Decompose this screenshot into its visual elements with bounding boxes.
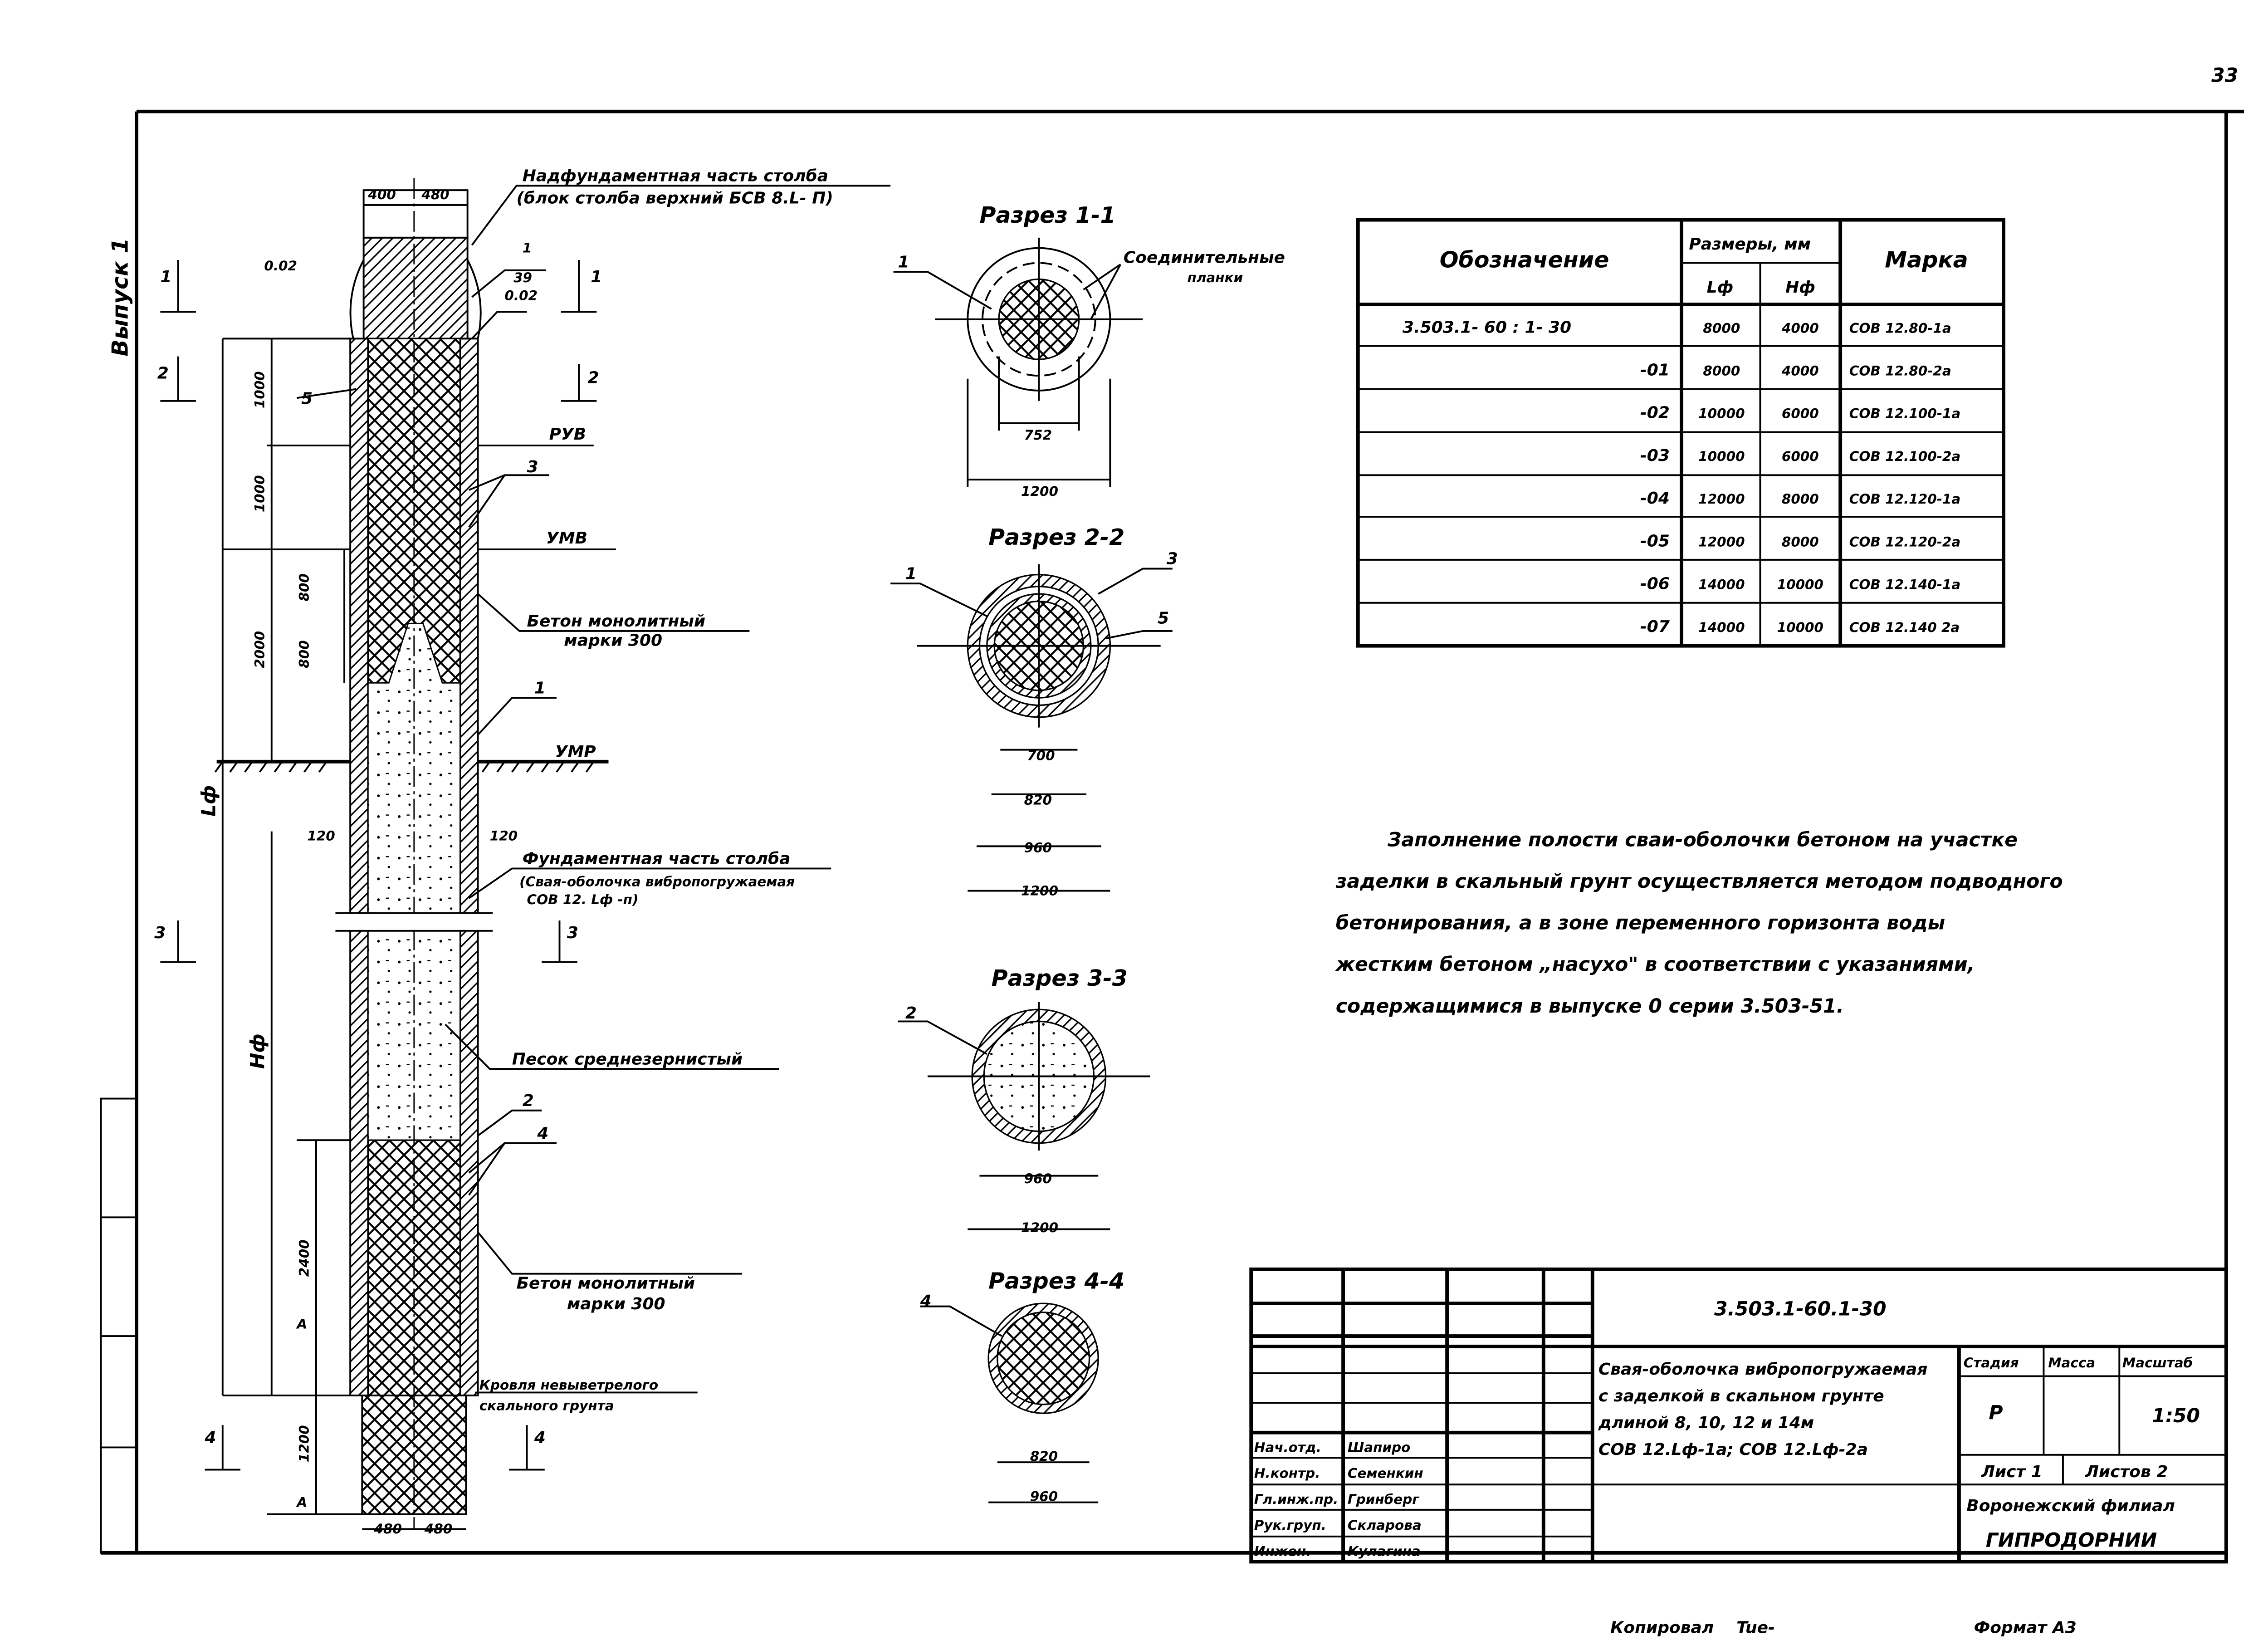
fraction-bottom: 39 [513,270,533,286]
org-institute: ГИПРОДОРНИИ [1985,1529,2157,1552]
section-2-dim-1200: 1200 [1021,883,1059,899]
cell-lf: 8000 [1703,363,1740,379]
person-role: Н.контр. [1254,1465,1320,1481]
callout-2: 2 [522,1091,534,1110]
section-3-dim-1200: 1200 [1021,1220,1059,1236]
section-2-title: Разрез 2-2 [988,524,1125,551]
top-part-label: Надфундаментная часть столба [522,166,828,186]
cell-lf: 14000 [1698,577,1745,592]
description-line: СОВ 12.Lф-1а; СОВ 12.Lф-2а [1598,1440,1868,1459]
table-row [1640,617,1960,636]
section-1-1 [894,238,1143,487]
callout-5: 5 [301,389,313,408]
sand-label: Песок среднезернистый [512,1050,743,1069]
section-2-callout-3: 3 [1166,549,1178,568]
section-3-title: Разрез 3-3 [991,964,1128,991]
table-row [1640,446,1960,465]
note-line: заделки в скальный грунт осуществляется методом подводного [1335,870,2063,893]
table-header-sizes: Размеры, мм [1689,235,1811,254]
table-row [1640,489,1960,508]
sheets-value: Листов 2 [2085,1462,2168,1481]
table-header-mark: Марка [1885,246,1968,273]
person-role: Нач.отд. [1254,1439,1321,1455]
level-umv: УМВ [546,529,588,548]
note-line: бетонирования, а в зоне переменного горизонта воды [1335,912,1945,935]
mass-header: Масса [2048,1355,2096,1371]
concrete-grade: марки 300 [564,631,663,650]
section-1-callout: 1 [898,253,909,272]
section-3-callout: 2 [905,1004,917,1023]
format-label: Формат А3 [1974,1618,2077,1637]
section-4-dim-960: 960 [1030,1488,1058,1504]
section-1-dim-752: 752 [1024,427,1052,443]
cell-hf: 6000 [1781,448,1819,464]
cell-hf: 10000 [1777,577,1824,592]
dim-800-a: 800 [296,573,312,602]
section-mark-3-left: 3 [154,924,166,943]
section-mark-4-right: 4 [534,1428,546,1447]
rock-label-1: Кровля невыветрелого [479,1377,659,1393]
table-header-designation: Обозначение [1439,246,1609,273]
concrete2-grade: марки 300 [567,1295,665,1314]
dim-2000: 2000 [252,631,268,668]
cell-designation: -04 [1640,489,1670,508]
person-role: Рук.груп. [1254,1518,1326,1533]
dim-hf: Hф [247,1033,269,1069]
cell-hf: 6000 [1781,406,1819,421]
section-mark-2-left: 2 [157,364,169,383]
sheet-value: Лист 1 [1981,1462,2043,1481]
scale-value: 1:50 [2152,1405,2200,1427]
section-mark-1-left: 1 [160,268,172,287]
concrete-label: Бетон монолитный [527,612,706,631]
cell-mark: СОВ 12.100-2а [1849,448,1961,464]
dim-1200: 1200 [296,1425,312,1463]
cell-lf: 12000 [1698,534,1745,550]
section-1-note2: планки [1187,270,1243,286]
wall-dim-right: 120 [489,828,518,844]
signature-row [1254,1492,1420,1507]
section-1-title: Разрез 1-1 [979,202,1116,229]
slope-left: 0.02 [264,258,298,274]
wall-dim-left: 120 [307,828,335,844]
cell-lf: 14000 [1698,619,1745,635]
section-4-dim-820: 820 [1030,1448,1058,1464]
cell-hf: 10000 [1777,619,1824,635]
copied-by-label: Копировал [1610,1618,1714,1637]
cell-lf: 8000 [1703,320,1740,336]
concrete2-label: Бетон монолитный [516,1274,695,1293]
foundation-sub2: СОВ 12. Lф -п) [527,891,639,907]
section-4-callout: 4 [920,1292,932,1311]
mark-a-top: А [297,1316,308,1332]
person-name: Шапиро [1347,1439,1411,1455]
callout-3: 3 [527,457,538,476]
table-row [1640,361,1951,380]
rock-label-2: скального грунта [479,1398,614,1414]
dim-bottom-right: 480 [424,1521,453,1537]
signature-row [1254,1518,1422,1533]
person-role: Гл.инж.пр. [1254,1491,1339,1507]
cell-hf: 8000 [1781,534,1819,550]
section-mark-2-right: 2 [587,368,599,387]
table-header-lf: Lф [1706,278,1734,297]
stage-header: Стадия [1963,1355,2019,1371]
description-line: с заделкой в скальном грунте [1598,1387,1884,1406]
cell-hf: 4000 [1781,320,1819,336]
section-mark-1-right: 1 [591,268,602,287]
cell-lf: 10000 [1698,406,1745,421]
foundation-label: Фундаментная часть столба [522,849,791,868]
section-2-dim-820: 820 [1024,792,1052,808]
cell-designation: -05 [1640,532,1670,551]
cell-lf: 12000 [1698,491,1745,507]
dim-2400: 2400 [296,1239,312,1277]
dim-top-left: 400 [368,186,396,202]
cell-mark: СОВ 12.140 2а [1849,619,1960,635]
table-row [1403,318,1951,337]
note-text [1335,829,2063,1017]
page-number: 33 [2211,64,2239,87]
mark-a-bottom: А [297,1494,308,1510]
fraction-top: 1 [522,240,532,256]
table-row [1640,404,1960,422]
cell-lf: 10000 [1698,448,1745,464]
note-line: жестким бетоном „насухо" в соответствии с указаниями, [1335,954,1975,976]
doc-number: 3.503.1-60.1-30 [1714,1298,1887,1321]
level-ruv: РУВ [549,425,587,444]
cell-mark: СОВ 12.100-1а [1849,406,1961,421]
dim-top-right: 480 [421,186,450,202]
cell-mark: СОВ 12.120-1а [1849,491,1961,507]
table-header-hf: Hф [1785,278,1815,297]
issue-label: Выпуск 1 [107,238,133,357]
signature-row [1254,1466,1423,1481]
slope-right: 0.02 [504,288,538,304]
cell-hf: 4000 [1781,363,1819,379]
dim-bottom-left: 480 [374,1521,402,1537]
section-3-dim-960: 960 [1024,1171,1052,1187]
person-name: Скларова [1347,1518,1422,1533]
dim-800-b: 800 [296,640,312,668]
cell-mark: СОВ 12.80-2а [1849,363,1951,379]
dim-1000-a: 1000 [252,371,268,409]
table-row [1640,575,1960,593]
description-line: длиной 8, 10, 12 и 14м [1598,1413,1814,1432]
section-2-callout-1: 1 [905,564,917,583]
signature-row [1254,1439,1411,1455]
dim-1000-b: 1000 [252,475,268,513]
person-name: Семенкин [1347,1465,1423,1481]
person-name: Гринберг [1347,1491,1419,1507]
description-line: Свая-оболочка вибропогружаемая [1598,1360,1928,1379]
cell-hf: 8000 [1781,491,1819,507]
section-4-title: Разрез 4-4 [988,1268,1125,1294]
section-2-dim-700: 700 [1027,748,1055,764]
section-1-dim-1200: 1200 [1021,484,1059,499]
cell-designation: -02 [1640,403,1670,422]
section-2-callout-5: 5 [1158,609,1169,628]
note-line: содержащимися в выпуске 0 серии 3.503-51. [1335,995,1844,1018]
cell-designation: -06 [1640,574,1670,593]
cell-mark: СОВ 12.120-2а [1849,534,1961,550]
scale-header: Масштаб [2122,1355,2193,1371]
top-part-sublabel: (блок столба верхний БСВ 8.L- П) [516,189,833,208]
dim-lf: Lф [198,785,220,817]
section-3-3 [898,1002,1150,1229]
cell-designation: -03 [1640,446,1670,465]
person-role: Инжен. [1254,1543,1311,1559]
table-row [1640,532,1960,550]
cell-designation: 3.503.1- 60 : 1- 30 [1402,318,1572,337]
section-4-4 [920,1303,1099,1502]
foundation-sub1: (Свая-оболочка вибропогружаемая [519,874,795,890]
section-mark-4-left: 4 [205,1428,216,1447]
section-2-dim-960: 960 [1024,840,1052,856]
section-1-note: Соединительные [1123,248,1285,267]
person-name: Кулагина [1347,1543,1421,1559]
cell-mark: СОВ 12.80-1а [1849,320,1951,336]
cell-designation: -07 [1640,617,1670,636]
org-name: Воронежский филиал [1966,1497,2175,1516]
callout-1: 1 [534,679,546,698]
cell-designation: -01 [1640,361,1670,380]
callout-4: 4 [537,1124,549,1143]
level-umr: УМР [555,743,596,762]
stage-value: Р [1989,1402,2003,1425]
copied-signature: Tue- [1736,1618,1775,1637]
note-line: Заполнение полости сваи-оболочки бетоном на участке [1388,829,2018,852]
cell-mark: СОВ 12.140-1а [1849,577,1961,592]
section-mark-3-right: 3 [567,924,578,943]
